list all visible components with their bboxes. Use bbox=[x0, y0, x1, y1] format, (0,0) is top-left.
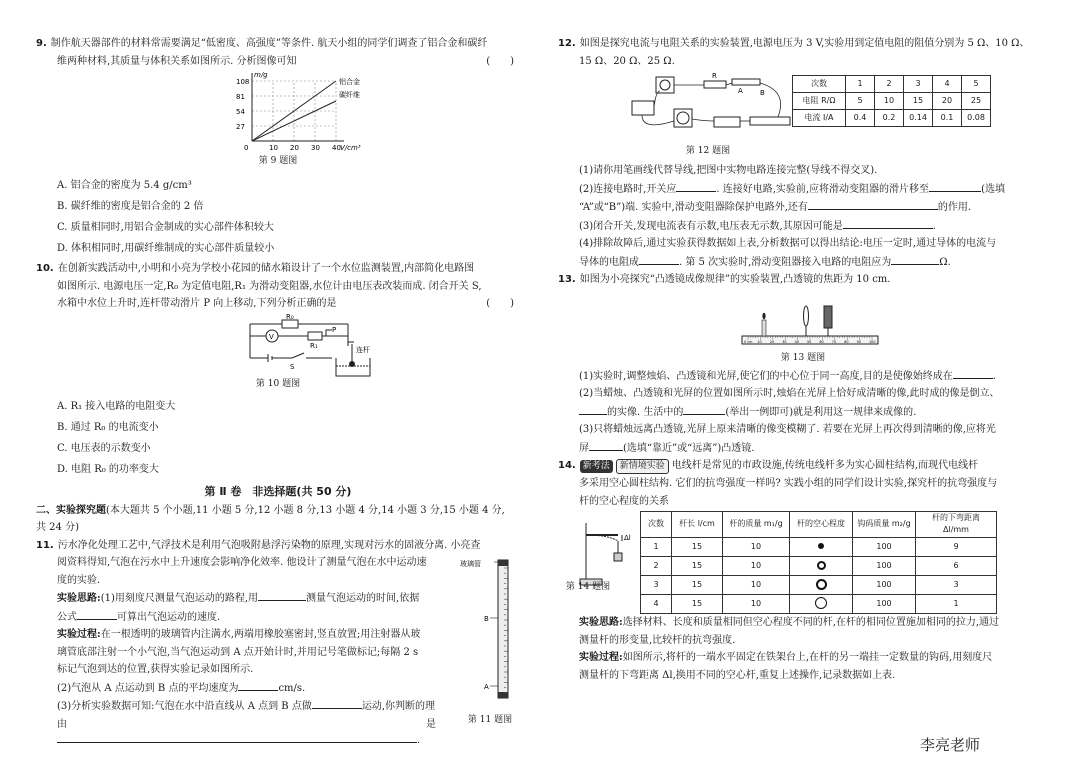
mass-volume-chart bbox=[36, 71, 520, 157]
column-header: 次数 bbox=[641, 512, 672, 538]
column-header: 钩码质量 m₂/g bbox=[853, 512, 916, 538]
table-cell: 9 bbox=[916, 537, 997, 556]
table-cell: 15 bbox=[672, 575, 723, 594]
idea-heading: 实验思路: bbox=[579, 617, 623, 628]
question-text: 污水净化处理工艺中,气浮技术是利用气泡吸附悬浮污染物的原理,实现对污水的固液分离. 小亮查 bbox=[57, 539, 481, 551]
table-cell: 0.4 bbox=[846, 110, 875, 127]
left-column bbox=[36, 36, 520, 751]
answer-blank-timer[interactable] bbox=[258, 590, 306, 601]
question-text: cm/s. bbox=[278, 682, 306, 694]
figure-caption: 第 11 题图 bbox=[467, 714, 513, 725]
question-text: . bbox=[992, 370, 996, 382]
section-heading: 二、实验探究题 bbox=[36, 504, 106, 516]
question-text: 如图为小亮探究“凸透镜成像规律”的实验装置,凸透镜的焦距为 10 cm. bbox=[579, 274, 891, 285]
table-cell: 1 bbox=[846, 76, 875, 93]
table-cell: 3 bbox=[641, 575, 672, 594]
table-row bbox=[793, 110, 991, 127]
question-text: 电线杆是常见的市政设施,传统电线杆多为实心圆柱结构,而现代电线杆 bbox=[671, 460, 979, 471]
teacher-signature: 李亮老师 bbox=[920, 736, 981, 754]
table-cell: 15 bbox=[672, 594, 723, 613]
current-resistance-table bbox=[792, 75, 991, 127]
q9-options bbox=[36, 175, 520, 259]
table-cell: 15 bbox=[672, 537, 723, 556]
process-heading: 实验过程: bbox=[579, 652, 623, 663]
series-label: 铝合金 bbox=[339, 78, 360, 86]
bench-tick-label: 50 bbox=[807, 339, 812, 344]
bending-data-table bbox=[640, 511, 997, 614]
question-number: 13. bbox=[558, 274, 576, 285]
question-text: 的作用. bbox=[937, 202, 972, 213]
answer-blank-reason[interactable] bbox=[57, 732, 417, 743]
delta-l-label: Δl bbox=[624, 534, 631, 542]
table-row bbox=[793, 76, 991, 93]
q10-options bbox=[36, 396, 520, 480]
table-cell: 100 bbox=[853, 537, 916, 556]
figure-caption: 第 9 题图 bbox=[258, 156, 298, 166]
x-tick-label: 20 bbox=[290, 144, 299, 152]
table-cell: 1 bbox=[916, 594, 997, 613]
question-text: (1)用刻度尺测量气泡运动的路程,用 bbox=[100, 593, 259, 605]
r0-label: R₀ bbox=[286, 313, 294, 321]
bench-tick-label: 20 bbox=[769, 339, 775, 344]
y-tick-label: 81 bbox=[236, 93, 245, 101]
q13-figure bbox=[558, 290, 1048, 368]
answer-blank-position[interactable] bbox=[953, 368, 993, 379]
question-text: 璃管底部注射一个小气泡,当气泡运动到 A 点开始计时,并用记号笔做标记;每隔 2 s bbox=[57, 646, 419, 658]
b-label: B bbox=[760, 89, 765, 97]
question-text: 度的实验. bbox=[57, 574, 101, 586]
x-tick-label: 40 bbox=[332, 144, 341, 152]
table-cell: 100 bbox=[853, 575, 916, 594]
part2-title: 第 Ⅱ 卷 非选择题(共 50 分) bbox=[204, 484, 352, 498]
answer-blank-switch[interactable] bbox=[676, 181, 716, 192]
q9-figure bbox=[36, 71, 520, 169]
point-a-label: A bbox=[484, 682, 489, 691]
r1-label: R₁ bbox=[310, 341, 318, 350]
table-cell: 15 bbox=[904, 93, 933, 110]
bench-tick-label: 80 bbox=[844, 339, 849, 344]
optical-bench bbox=[558, 290, 1048, 352]
x-tick-label: 10 bbox=[269, 144, 278, 152]
column-header: 杆的下弯距离 Δl/mm bbox=[916, 512, 997, 538]
table-cell: 0.1 bbox=[933, 110, 962, 127]
bench-tick-label: 90 bbox=[856, 339, 861, 344]
table-cell: 15 bbox=[672, 556, 723, 575]
answer-blank-cause[interactable] bbox=[843, 218, 933, 229]
question-14 bbox=[558, 458, 1048, 683]
question-text: “A”或“B”)端. 实验中,滑动变阻器除保护电路外,还有 bbox=[579, 202, 808, 213]
question-text: (选填 bbox=[981, 183, 1005, 195]
table-cell: 100 bbox=[853, 556, 916, 575]
answer-blank-motion[interactable] bbox=[312, 698, 362, 709]
question-12: 12. 如图是探究电流与电阻关系的实验装置,电源电压为 3 V,实验用到定值电阻的阻值分别为 5 Ω、10 Ω、 15 Ω、20 Ω、25 Ω. R A B 次数 1 2 3 4 5 电阻 R/Ω 5 10 15 20 25 电流 I/A 0.4 0.2 0.14 0.1 0.08 第 12 题图 (1)请你用笔画线代替导线,把图中实物电路连接完整(导线不得交叉). (2)连接电路时,开关应 . 连接好电路,实验前,应将滑动变阻器的滑片移至 (选填 “A”或“B”)端. 实验中,滑动变阻器除保护电路外,还有 的作用. (3)闭合开关,发现电流表有示数,电压表无示数,其原因可能是 . (4)排除故障后,通过实验获得数据如上表,分析数据可以得出结论:电压一定时,通过导体的电流与 导体的电阻成 . 第 5 次实验时,滑动变阻器接入电路的电阻应为 Ω. bbox=[558, 36, 1048, 270]
question-text: 测量气泡运动的时间,依据 bbox=[306, 593, 420, 605]
x-tick-label: 0 bbox=[244, 144, 249, 152]
question-text: 如图所示. 电源电压一定,R₀ 为定值电阻,R₁ 为滑动变阻器,水位计由电压表改装而成. 闭合开关 S, bbox=[57, 280, 482, 292]
question-text: (举出一例即可)就是利用这一规律来成像的. bbox=[725, 406, 917, 418]
question-text: 屏 bbox=[579, 442, 589, 454]
question-text: . 连接好电路,实验前,应将滑动变阻器的滑片移至 bbox=[716, 183, 930, 195]
hollowness-cell bbox=[790, 594, 853, 613]
question-text: (1)请你用笔画线代替导线,把图中实物电路连接完整(导线不得交叉). bbox=[579, 165, 878, 176]
section-text: 共 24 分) bbox=[36, 522, 79, 534]
question-number: 11. bbox=[36, 539, 54, 551]
question-text: 阅资料得知,气泡在污水中上升速度会影响净化效率. 他设计了测量气泡在水中运动速 bbox=[57, 557, 427, 569]
row-header-cell: 电阻 R/Ω bbox=[793, 93, 846, 110]
question-text: 如图是探究电流与电阻关系的实验装置,电源电压为 3 V,实验用到定值电阻的阻值分别为 5 Ω、10 Ω、 bbox=[579, 38, 1030, 49]
question-text: Ω. bbox=[939, 256, 951, 268]
cross-section-icon bbox=[815, 597, 827, 609]
table-cell: 2 bbox=[875, 76, 904, 93]
process-heading: 实验过程: bbox=[57, 629, 101, 641]
option-c[interactable]: C. 质量相同时,用铝合金制成的实心部件体积较大 bbox=[57, 222, 274, 233]
q12-figure bbox=[558, 71, 1048, 163]
table-cell: 3 bbox=[904, 76, 933, 93]
switch-s-label: S bbox=[290, 362, 295, 371]
right-column bbox=[558, 36, 1048, 685]
hollowness-cell bbox=[790, 537, 853, 556]
y-tick-label: 27 bbox=[236, 123, 245, 131]
bench-tick-label: 70 bbox=[831, 339, 837, 344]
figure-caption: 第 14 题图 bbox=[565, 582, 611, 592]
question-text: 导体的电阻成 bbox=[579, 256, 639, 268]
table-cell: 10 bbox=[875, 93, 904, 110]
question-text: (选填“靠近”或“远离”)凸透镜. bbox=[623, 442, 755, 454]
question-10 bbox=[36, 261, 520, 480]
question-text: 测量杆的下弯距离 Δl,换用不同的空心杆,重复上述操作,记录数据如上表. bbox=[579, 669, 896, 681]
question-text: . 第 5 次实验时,滑动变阻器接入电路的电阻应为 bbox=[679, 256, 892, 268]
new-method-tag: 新考法 bbox=[580, 460, 613, 473]
x-tick-label: 30 bbox=[311, 144, 320, 152]
question-11 bbox=[36, 538, 520, 749]
column-header: 杆长 l/cm bbox=[672, 512, 723, 538]
question-text: 在创新实践活动中,小明和小亮为学校小花园的储水箱设计了一个水位监测装置,内部简化电路图 bbox=[57, 263, 475, 274]
q10-figure bbox=[36, 314, 520, 394]
figure-caption: 第 12 题图 bbox=[685, 146, 731, 156]
glass-tube-figure bbox=[460, 558, 520, 714]
answer-blank-speed[interactable] bbox=[238, 680, 278, 691]
cross-section-icon bbox=[816, 579, 827, 590]
option-b[interactable]: B. 碳纤维的密度是铝合金的 2 倍 bbox=[57, 201, 204, 212]
question-text: 维两种材料,其质量与体积关系如图所示. 分析图像可知 bbox=[57, 55, 297, 67]
table-cell: 6 bbox=[916, 556, 997, 575]
table-cell: 0.2 bbox=[875, 110, 904, 127]
question-text: 杆的空心程度的关系 bbox=[579, 495, 669, 507]
section-text: (本大题共 5 个小题,11 小题 5 分,12 小题 8 分,13 小题 4 分,14 小题 3 分,15 小题 4 分, bbox=[106, 504, 505, 516]
x-axis-label: V/cm³ bbox=[340, 144, 361, 152]
question-text: (3)分析实验数据可知:气泡在水中沿直线从 A 点到 B 点做 bbox=[57, 701, 312, 713]
bench-tick-label: 100 bbox=[869, 339, 876, 344]
table-cell: 20 bbox=[933, 93, 962, 110]
question-number: 10. bbox=[36, 263, 54, 274]
row-header-cell: 电流 I/A bbox=[793, 110, 846, 127]
point-b-label: B bbox=[484, 614, 489, 623]
question-number: 14. bbox=[558, 460, 576, 471]
table-cell: 0.14 bbox=[904, 110, 933, 127]
table-cell: 3 bbox=[916, 575, 997, 594]
slider-p-label: P bbox=[332, 325, 337, 334]
question-text: (2)连接电路时,开关应 bbox=[579, 183, 677, 195]
table-cell: 10 bbox=[723, 575, 790, 594]
a-label: A bbox=[738, 87, 743, 95]
answer-blank-example[interactable] bbox=[683, 404, 725, 415]
question-text: 水箱中水位上升时,连杆带动滑片 P 向上移动,下列分析正确的是 bbox=[57, 298, 337, 309]
new-scenario-tag: 新情境实验 bbox=[616, 459, 669, 474]
hollowness-cell bbox=[790, 575, 853, 594]
question-text: 制作航天器部件的材料常需要满足“低密度、高强度”等条件. 航天小组的同学们调查了铝合金和碳纤 bbox=[50, 38, 488, 49]
table-cell: 1 bbox=[641, 537, 672, 556]
bench-tick-label: 30 bbox=[782, 339, 787, 344]
table-row bbox=[641, 575, 997, 594]
question-number: 12. bbox=[558, 38, 576, 49]
question-text: 多采用空心圆柱结构. 它们的抗弯强度一样吗? 实践小组的同学们设计实验,探究杆的抗弯强度与 bbox=[579, 478, 998, 489]
voltmeter-label: V bbox=[269, 332, 274, 341]
table-cell: 10 bbox=[723, 537, 790, 556]
y-tick-label: 54 bbox=[236, 108, 245, 116]
question-text: 的实像. 生活中的 bbox=[607, 406, 684, 418]
table-cell: 10 bbox=[723, 594, 790, 613]
question-9 bbox=[36, 36, 520, 259]
table-cell: 5 bbox=[962, 76, 991, 93]
question-text: (2)当蜡烛、凸透镜和光屏的位置如图所示时,烛焰在光屏上恰好成清晰的像,此时成的像是倒立、 bbox=[579, 388, 1000, 399]
option-d[interactable]: D. 体积相同时,用碳纤维制成的实心部件质量较小 bbox=[57, 243, 275, 254]
table-cell: 4 bbox=[641, 594, 672, 613]
table-cell: 100 bbox=[853, 594, 916, 613]
question-text: 公式 bbox=[57, 611, 77, 623]
question-text: 可算出气泡运动的速度. bbox=[117, 611, 221, 623]
row-header-cell: 次数 bbox=[793, 76, 846, 93]
answer-blank-direction[interactable] bbox=[589, 440, 623, 451]
figure-caption: 第 13 题图 bbox=[780, 352, 826, 363]
figure-caption: 第 10 题图 bbox=[255, 378, 301, 389]
option-b[interactable]: B. 通过 R₀ 的电流变小 bbox=[57, 421, 159, 433]
question-text: 运动,你判断的理 bbox=[361, 701, 436, 713]
water-level-circuit bbox=[36, 314, 520, 380]
question-text: 选择材料、长度和质量相同但空心程度不同的杆,在杆的相同位置施加相同的拉力,通过 bbox=[622, 617, 1000, 628]
cross-section-icon bbox=[817, 561, 826, 570]
series-label: 碳纤维 bbox=[339, 91, 360, 99]
question-text: 在一根透明的玻璃管内注满水,两端用橡胶塞密封,竖直放置;用注射器从玻 bbox=[100, 629, 421, 641]
table-row bbox=[641, 537, 997, 556]
y-axis-label: m/g bbox=[254, 71, 268, 79]
q14-figure bbox=[558, 511, 1048, 615]
idea-heading: 实验思路: bbox=[57, 593, 101, 605]
option-d[interactable]: D. 电阻 R₀ 的功率变大 bbox=[57, 463, 159, 475]
answer-blank-resistance[interactable] bbox=[891, 254, 939, 265]
option-a[interactable]: A. 铝合金的密度为 5.4 g/cm³ bbox=[57, 180, 192, 191]
hollowness-cell bbox=[790, 556, 853, 575]
table-cell: 2 bbox=[641, 556, 672, 575]
question-text: (4)排除故障后,通过实验获得数据如上表,分析数据可以得出结论:电压一定时,通过导体的电流与 bbox=[579, 238, 997, 249]
question-text: 标记气泡到达的位置,获得实验记录如图所示. bbox=[57, 664, 254, 676]
table-cell: 4 bbox=[933, 76, 962, 93]
r-label: R bbox=[712, 72, 717, 80]
answer-blank-role[interactable] bbox=[808, 199, 938, 210]
bench-tick-label: 0 cm bbox=[744, 339, 753, 344]
answer-blank-size[interactable] bbox=[579, 404, 607, 415]
table-cell: 10 bbox=[723, 556, 790, 575]
question-text: (3)只将蜡烛远离凸透镜,光屏上原来清晰的像变模糊了. 若要在光屏上再次得到清晰的像,应将光 bbox=[579, 424, 996, 435]
column-header: 杆的质量 m₁/g bbox=[723, 512, 790, 538]
question-text: 由是 bbox=[57, 718, 436, 730]
question-text: (2)气泡从 A 点运动到 B 点的平均速度为 bbox=[57, 682, 239, 694]
bench-tick-label: 10 bbox=[757, 339, 762, 344]
table-cell: 5 bbox=[846, 93, 875, 110]
answer-paren: ( ) bbox=[486, 298, 514, 309]
y-tick-label: 108 bbox=[236, 78, 250, 86]
question-text: 15 Ω、20 Ω、25 Ω. bbox=[579, 55, 675, 67]
option-c[interactable]: C. 电压表的示数变小 bbox=[57, 442, 151, 454]
table-cell: 0.08 bbox=[962, 110, 991, 127]
answer-paren: ( ) bbox=[486, 55, 514, 67]
column-header: 杆的空心程度 bbox=[790, 512, 853, 538]
q11-text-block: 阅资料得知,气泡在污水中上升速度会影响净化效率. 他设计了测量气泡在水中运动速 度的实验. 实验思路:(1)用刻度尺测量气泡运动的路程,用 测量气泡运动的时间,依据 公式 可算出气泡运动的速度. 实验过程:在一根透明的玻璃管内注满水,两端用橡胶塞密封,竖直放置;用注射器从玻 璃管底部注射一个小气泡,当气泡运动到 A 点开始计时,并用记号笔做标记;每隔 2 s 标记气泡到达的位置,获得实验记录如图所示. (2)气泡从 A 点运动到 B 点的平均速度为 cm/s. (3)分析实验数据可知:气泡在水中沿直线从 A 点到 B 点做 运动,你判断的理 由是. bbox=[36, 555, 436, 749]
table-cell: 25 bbox=[962, 93, 991, 110]
question-text: 如图所示,将杆的一端水平固定在铁架台上,在杆的另一端挂一定数量的钩码,用刻度尺 bbox=[622, 652, 993, 663]
option-a[interactable]: A. R₁ 接入电路的电阻变大 bbox=[57, 400, 176, 412]
question-text: (3)闭合开关,发现电流表有示数,电压表无示数,其原因可能是 bbox=[579, 220, 843, 232]
table-row bbox=[793, 93, 991, 110]
cross-section-icon bbox=[818, 543, 824, 549]
answer-blank-formula[interactable] bbox=[77, 609, 117, 620]
question-13 bbox=[558, 272, 1048, 456]
table-row bbox=[641, 594, 997, 613]
answer-blank-end[interactable] bbox=[929, 181, 981, 192]
question-number: 9. bbox=[36, 38, 47, 49]
question-text: (1)实验时,调整烛焰、凸透镜和光屏,使它们的中心位于同一高度,目的是使像始终成在 bbox=[579, 370, 953, 382]
question-text: 测量杆的形变量,比较杆的抗弯强度. bbox=[579, 634, 736, 646]
q11-figure bbox=[460, 558, 520, 728]
answer-blank-relation[interactable] bbox=[639, 254, 679, 265]
bench-tick-label: 40 bbox=[794, 339, 799, 344]
tube-label: 玻璃管 bbox=[460, 559, 481, 568]
rod-label: 连杆 bbox=[356, 345, 370, 354]
table-row bbox=[641, 556, 997, 575]
bench-tick-label: 60 bbox=[819, 339, 824, 344]
